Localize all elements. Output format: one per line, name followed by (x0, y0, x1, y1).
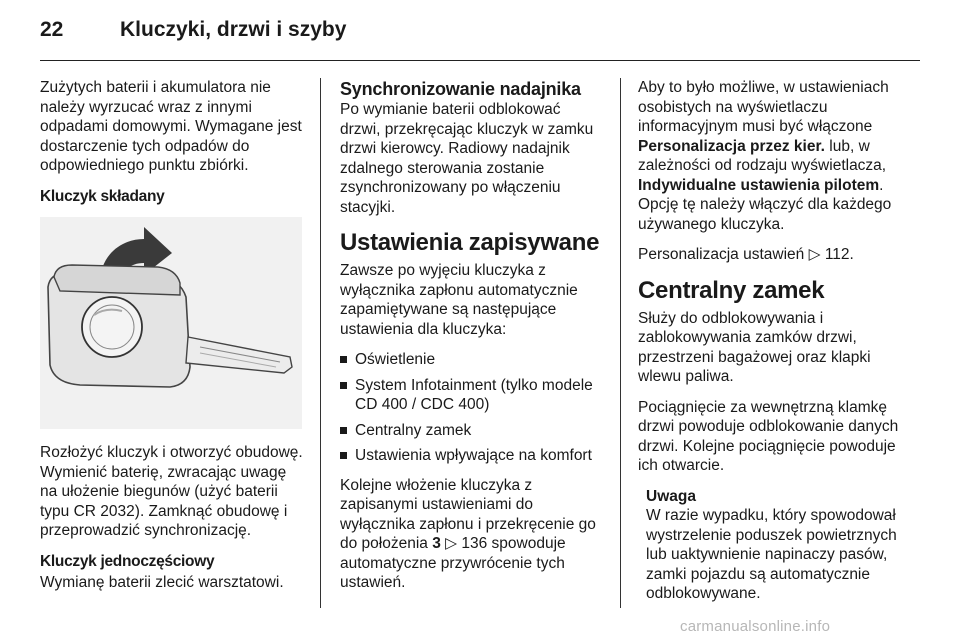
restore-settings-text (340, 476, 605, 593)
reference-label: Personalizacja ustawień (638, 246, 809, 263)
triangle-reference-icon: ▷ (808, 246, 821, 263)
single-key-heading: Kluczyk jednoczęściowy (40, 552, 215, 570)
ignition-position: 3 (432, 535, 441, 552)
reference-page: 112. (820, 246, 854, 263)
column-middle (340, 78, 605, 604)
personalization-reference (638, 245, 908, 265)
sync-text: Po wymianie baterii odblokować drzwi, przekręcając kluczyk w zamku drzwi kierowcy. Radiowy nadajnik zdalnego sterowania zostanie zsynchronizowany po włączeniu stacyjki. (340, 101, 594, 216)
column-divider-left (320, 78, 321, 608)
central-lock-heading: Centralny zamek (638, 276, 825, 304)
battery-disposal-text: Zużytych baterii i akumulatora nie należy wyrzucać wraz z innymi odpadami domowymi. Wymagane jest dostarczenie tych odpadów do odpowiedniego punktu zbiórki. (40, 79, 302, 174)
central-lock-text-2: Pociągnięcie za wewnętrzną klamkę drzwi powoduje odblokowanie danych drzwi. Kolejne pociągnięcie powoduje ich otwarcie. (638, 398, 899, 474)
column-divider-right (620, 78, 621, 608)
note-title: Uwaga (646, 487, 696, 505)
folding-key-icon (40, 217, 302, 429)
header-rule (40, 60, 920, 61)
note-box (638, 487, 908, 604)
note-text: W razie wypadku, który spowodował wystrzelenie poduszek powietrznych lub uaktywnienie napinaczy pasów, zamki pojazdu są automatycznie odblokowywane. (646, 507, 897, 602)
sync-heading: Synchronizowanie nadajnika (340, 79, 581, 99)
chapter-title: Kluczyki, drzwi i szyby (120, 18, 347, 41)
folding-key-instructions: Rozłożyć kluczyk i otworzyć obudowę. Wymienić baterię, zwracając uwagę na ułożenie biegunów (użyć baterii typu CR 2032). Zamknąć obudowę i przeprowadzić synchronizację. (40, 444, 303, 539)
central-lock-text-1: Służy do odblokowywania i zablokowywania zamków drzwi, przestrzeni bagażowej oraz klapki wlewu paliwa. (638, 309, 871, 385)
watermark: carmanualsonline.info (680, 618, 831, 635)
list-item: Centralny zamek (340, 421, 605, 441)
saved-settings-intro: Zawsze po wyjęciu kluczyka z wyłącznika zapłonu automatycznie zapamiętywane są następujące ustawienia dla kluczyka: (340, 262, 578, 338)
folding-key-heading: Kluczyk składany (40, 187, 165, 205)
triangle-reference-icon: ▷ (440, 535, 458, 552)
key-battery-illustration (40, 217, 302, 429)
column-right (638, 78, 908, 604)
personalization-part: lub, w zależności od rodzaju wyświetlacza, (638, 137, 887, 174)
list-item: Ustawienia wpływające na komfort (340, 446, 605, 466)
page-number: 22 (40, 18, 64, 41)
single-key-text: Wymianę baterii zlecić warsztatowi. (40, 574, 284, 591)
list-item: System Infotainment (tylko modele CD 400 / CDC 400) (340, 376, 605, 415)
saved-settings-list (340, 350, 605, 466)
restore-text-ref: 136 spowoduje automatyczne przywrócenie tych ustawień. (340, 535, 566, 591)
column-left (40, 78, 305, 604)
personalization-part: Aby to było możliwe, w ustawieniach osobistych na wyświetlaczu informacyjnym musi być włączone (638, 79, 889, 135)
personalization-part: . Opcję tę należy włączyć dla każdego używanego kluczyka. (638, 176, 892, 233)
page-header (0, 0, 960, 60)
menu-option-personalization: Personalizacja przez kier. (638, 137, 825, 155)
restore-text-part: Kolejne włożenie kluczyka z zapisanymi ustawieniami do wyłącznika zapłonu i przekręcenie go do położenia (340, 476, 596, 552)
personalization-text (638, 78, 908, 234)
list-item: Oświetlenie (340, 350, 605, 370)
menu-option-remote-settings: Indywidualne ustawienia pilotem (638, 176, 880, 194)
saved-settings-heading: Ustawienia zapisywane (340, 229, 600, 256)
